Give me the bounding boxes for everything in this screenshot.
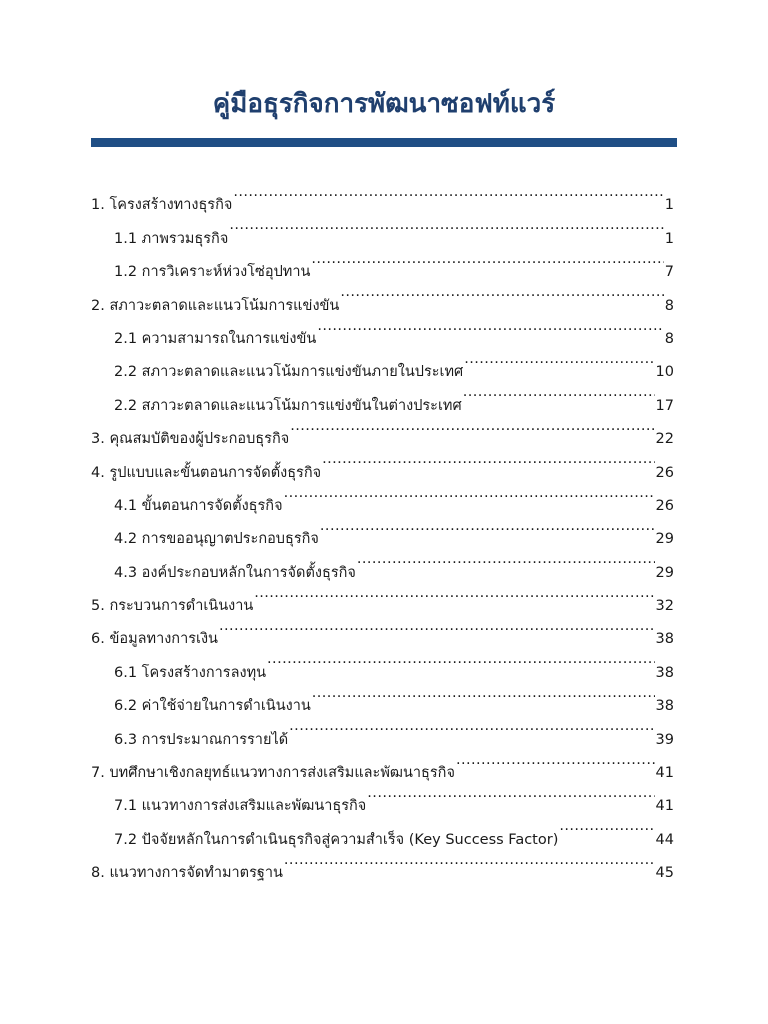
toc-entry-label: บทศึกษาเชิงกลยุทธ์แนวทางการส่งเสริมและพัฒนาธุรกิจ — [109, 765, 455, 782]
toc-dot-leader — [463, 376, 655, 409]
toc-dot-leader — [311, 243, 663, 276]
toc-entry-page-number: 1 — [664, 197, 674, 214]
toc-dot-leader — [456, 744, 655, 777]
table-of-contents — [91, 176, 674, 882]
toc-entry-label: แนวทางการจัดทำมาตรฐาน — [109, 865, 283, 882]
toc-entry-label: ภาพรวมธุรกิจ — [141, 230, 229, 247]
toc-entry-page-number: 17 — [655, 397, 674, 414]
toc-entry-number: 5. — [91, 598, 105, 615]
toc-entry-number: 8. — [91, 865, 105, 882]
toc-entry-label: กระบวนการดำเนินงาน — [109, 598, 254, 615]
toc-entry-number: 2. — [91, 297, 105, 314]
toc-entry-page-number: 38 — [655, 664, 674, 681]
toc-entry-page-number: 26 — [655, 464, 674, 481]
toc-entry-page-number: 8 — [664, 297, 674, 314]
document-title: คู่มือธุรกิจการพัฒนาซอฟท์แวร์ — [212, 89, 556, 119]
toc-dot-leader — [464, 343, 654, 376]
toc-dot-leader — [322, 443, 654, 476]
toc-entry-page-number: 41 — [655, 798, 674, 815]
toc-entry-page-number: 39 — [655, 731, 674, 748]
toc-entry-number: 7.1 — [114, 798, 138, 815]
toc-entry-label: ข้อมูลทางการเงิน — [109, 631, 218, 648]
toc-entry[interactable] — [91, 176, 674, 214]
toc-dot-leader — [267, 643, 655, 676]
toc-entry-label: สภาวะตลาดและแนวโน้มการแข่งขันภายในประเทศ — [141, 364, 464, 381]
toc-dot-leader — [289, 710, 654, 743]
toc-entry-number: 4.2 — [114, 531, 138, 548]
toc-entry-number: 6. — [91, 631, 105, 648]
toc-entry-page-number: 7 — [664, 264, 674, 281]
toc-entry-page-number: 38 — [655, 631, 674, 648]
toc-entry-label: องค์ประกอบหลักในการจัดตั้งธุรกิจ — [141, 564, 356, 581]
toc-entry-page-number: 29 — [655, 564, 674, 581]
title-underline-bar — [91, 138, 677, 147]
toc-entry-label: รูปแบบและขั้นตอนการจัดตั้งธุรกิจ — [109, 464, 322, 481]
toc-dot-leader — [367, 777, 654, 810]
toc-entry-number: 4. — [91, 464, 105, 481]
toc-entry-number: 1.2 — [114, 264, 138, 281]
toc-entry-number: 4.3 — [114, 564, 138, 581]
toc-entry-label: การขออนุญาตประกอบธุรกิจ — [141, 531, 319, 548]
toc-dot-leader — [340, 276, 663, 309]
toc-entry-label: ค่าใช้จ่ายในการดำเนินงาน — [141, 698, 311, 715]
toc-entry-page-number: 10 — [655, 364, 674, 381]
toc-entry-page-number: 26 — [655, 497, 674, 514]
toc-entry-label: สภาวะตลาดและแนวโน้มการแข่งขัน — [109, 297, 340, 314]
toc-entry-page-number: 32 — [655, 598, 674, 615]
toc-dot-leader — [320, 510, 655, 543]
toc-entry-page-number: 1 — [664, 230, 674, 247]
toc-entry-page-number: 29 — [655, 531, 674, 548]
toc-entry-label: การวิเคราะห์ห่วงโซ่อุปทาน — [141, 264, 311, 281]
toc-entry-number: 4.1 — [114, 497, 138, 514]
toc-entry-page-number: 8 — [664, 330, 674, 347]
toc-dot-leader — [357, 543, 655, 576]
toc-entry-number: 2.2 — [114, 364, 138, 381]
toc-entry-number: 3. — [91, 431, 105, 448]
toc-entry-number: 6.2 — [114, 698, 138, 715]
toc-entry-number: 2.1 — [114, 330, 138, 347]
toc-entry-label: โครงสร้างทางธุรกิจ — [109, 197, 233, 214]
toc-entry-label: แนวทางการส่งเสริมและพัฒนาธุรกิจ — [141, 798, 367, 815]
toc-dot-leader — [233, 176, 663, 209]
toc-entry-label: ความสามารถในการแข่งขัน — [141, 330, 317, 347]
toc-dot-leader — [284, 844, 655, 877]
toc-entry-number: 7. — [91, 765, 105, 782]
toc-dot-leader — [559, 810, 654, 843]
toc-entry-page-number: 44 — [655, 831, 674, 848]
toc-entry-page-number: 38 — [655, 698, 674, 715]
toc-entry-label: ปัจจัยหลักในการดำเนินธุรกิจสู่ความสำเร็จ (Key Success Factor) — [141, 831, 559, 848]
toc-entry-number: 6.3 — [114, 731, 138, 748]
toc-entry-label: ขั้นตอนการจัดตั้งธุรกิจ — [141, 497, 283, 514]
toc-entry-page-number: 22 — [655, 431, 674, 448]
toc-entry-label: การประมาณการรายได้ — [141, 731, 289, 748]
toc-entry-label: โครงสร้างการลงทุน — [141, 664, 267, 681]
toc-entry-page-number: 41 — [655, 765, 674, 782]
toc-entry-number: 1. — [91, 197, 105, 214]
toc-entry-number: 1.1 — [114, 230, 138, 247]
toc-entry-number: 6.1 — [114, 664, 138, 681]
toc-dot-leader — [219, 610, 655, 643]
toc-entry-label: สภาวะตลาดและแนวโน้มการแข่งขันในต่างประเทศ — [141, 397, 462, 414]
toc-dot-leader — [284, 477, 655, 510]
toc-dot-leader — [317, 310, 663, 343]
toc-dot-leader — [290, 410, 654, 443]
toc-entry-label: คุณสมบัติของผู้ประกอบธุรกิจ — [109, 431, 290, 448]
toc-entry-number: 2.2 — [114, 397, 138, 414]
toc-dot-leader — [229, 209, 663, 242]
toc-dot-leader — [312, 677, 655, 710]
toc-entry-page-number: 45 — [655, 865, 674, 882]
toc-dot-leader — [254, 577, 654, 610]
toc-entry-number: 7.2 — [114, 831, 138, 848]
